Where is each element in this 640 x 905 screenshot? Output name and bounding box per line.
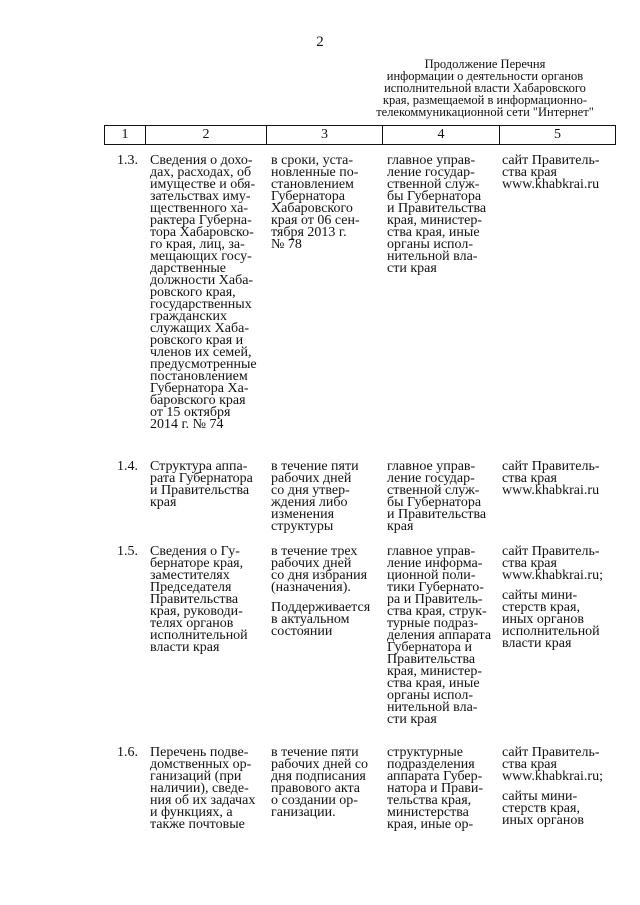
cell-line: ственной служ-: [387, 483, 480, 498]
cell-line: Губернатора: [271, 189, 346, 204]
cell-line: края, руководи-: [150, 604, 243, 619]
placement-cell: [502, 546, 603, 650]
row-number: 1.6.: [117, 745, 138, 760]
cell-line: сайты мини-: [502, 588, 578, 603]
cell-line: бы Губернатора: [387, 189, 482, 204]
cell-line: края: [387, 519, 414, 534]
cell-line: Губернатора и: [387, 640, 473, 655]
cell-line: исполнительной: [502, 624, 600, 639]
cell-line: заместителях: [150, 568, 230, 583]
cell-line: ства края: [502, 556, 557, 571]
cell-line: предусмотренные: [150, 357, 257, 372]
row-number: 1.3.: [117, 153, 138, 168]
cell-line: дня подписания: [271, 769, 366, 784]
continuation-line: телекоммуникационной сети "Интернет": [376, 105, 594, 119]
cell-line: в течение трех: [271, 544, 358, 559]
cell-line: в актуальном: [271, 612, 350, 627]
cell-line: дарственные: [150, 261, 227, 276]
cell-line: также почтовые: [150, 817, 245, 832]
cell-line: гражданских: [150, 309, 227, 324]
cell-line: сайт Правитель-: [502, 745, 600, 760]
cell-line: ление информа-: [387, 556, 483, 571]
responsible-cell: [387, 747, 483, 831]
cell-line: www.khabkrai.ru: [502, 177, 600, 192]
cell-line: органы испол-: [387, 688, 474, 703]
page-number: 2: [316, 34, 324, 50]
cell-line: Правительства: [387, 652, 476, 667]
deadline-cell: [271, 546, 370, 638]
cell-line: в течение пяти: [271, 745, 359, 760]
cell-line: правового акта: [271, 781, 360, 796]
cell-line: рабочих дней со: [271, 757, 369, 772]
cell-line: тики Губернато-: [387, 580, 484, 595]
information-type-cell: [150, 461, 253, 509]
continuation-line: исполнительной власти Хабаровского: [384, 81, 586, 95]
cell-line: главное управ-: [387, 459, 476, 474]
cell-line: и функциях, а: [150, 805, 233, 820]
continuation-line: края, размещаемой в информационно-: [382, 93, 588, 107]
cell-line: наличии), сведе-: [150, 781, 249, 796]
cell-line: рабочих дней: [271, 556, 352, 571]
cell-line: членов их семей,: [150, 345, 252, 360]
cell-line: края, иные ор-: [387, 817, 474, 832]
cell-line: края: [150, 495, 177, 510]
cell-line: власти края: [502, 636, 572, 651]
cell-line: сайт Правитель-: [502, 544, 600, 559]
cell-line: сайт Правитель-: [502, 459, 600, 474]
cell-line: о создании ор-: [271, 793, 358, 808]
cell-line: бернаторе края,: [150, 556, 244, 571]
column-number-header: [104, 125, 616, 145]
cell-line: министерства: [387, 805, 469, 820]
cell-line: щественного ха-: [150, 201, 248, 216]
cell-line: в течение пяти: [271, 459, 359, 474]
cell-line: ление государ-: [387, 165, 475, 180]
cell-line: ровского края и: [150, 333, 244, 348]
continuation-heading: [360, 58, 610, 118]
cell-line: ционной поли-: [387, 568, 476, 583]
cell-line: тября 2013 г.: [271, 225, 347, 240]
cell-line: от 15 октября: [150, 405, 231, 420]
responsible-cell: [387, 461, 486, 533]
cell-line: ства края: [502, 757, 557, 772]
cell-line: рабочих дней: [271, 471, 352, 486]
cell-line: ра и Правитель-: [387, 592, 483, 607]
cell-line: ственной служ-: [387, 177, 480, 192]
cell-line: рактера Губерна-: [150, 213, 252, 228]
cell-line: со дня утвер-: [271, 483, 350, 498]
cell-line: ства края, струк-: [387, 604, 487, 619]
placement-cell: [502, 461, 600, 497]
cell-line: структуры: [271, 519, 334, 534]
cell-line: тора Хабаровско-: [150, 225, 254, 240]
cell-line: баровского края: [150, 393, 246, 408]
cell-line: постановлением: [150, 369, 248, 384]
deadline-cell: [271, 461, 359, 533]
cell-line: мещающих госу-: [150, 249, 252, 264]
cell-line: Сведения о дохо-: [150, 153, 253, 168]
cell-line: новленные по-: [271, 165, 359, 180]
cell-line: www.khabkrai.ru;: [502, 769, 603, 784]
cell-line: ства края: [502, 471, 557, 486]
cell-line: сти края: [387, 261, 437, 276]
cell-line: ровского края,: [150, 285, 236, 300]
cell-line: становлением: [271, 177, 354, 192]
cell-line: натора и Прави-: [387, 781, 484, 796]
cell-line: сайт Правитель-: [502, 153, 600, 168]
cell-line: государственных: [150, 297, 252, 312]
continuation-line: Продолжение Перечня: [424, 57, 546, 71]
cell-line: ства края: [502, 165, 557, 180]
cell-line: деления аппарата: [387, 628, 492, 643]
cell-line: стерств края,: [502, 801, 580, 816]
column-number: 2: [146, 126, 267, 145]
cell-line: ства края, иные: [387, 225, 480, 240]
cell-line: го края, лиц, за-: [150, 237, 245, 252]
cell-line: рата Губернатора: [150, 471, 253, 486]
cell-line: домственных ор-: [150, 757, 252, 772]
cell-line: со дня избрания: [271, 568, 368, 583]
placement-cell: [502, 155, 600, 191]
cell-line: телях органов: [150, 616, 234, 631]
cell-line: Председателя: [150, 580, 232, 595]
cell-line: аппарата Губер-: [387, 769, 483, 784]
cell-line: изменения: [271, 507, 335, 522]
cell-line: стерств края,: [502, 600, 580, 615]
column-number: 1: [105, 126, 146, 145]
cell-line: турные подраз-: [387, 616, 479, 631]
cell-line: сти края: [387, 712, 437, 727]
cell-line: дах, расходах, об: [150, 165, 252, 180]
deadline-cell: [271, 747, 368, 819]
cell-line: ства края, иные: [387, 676, 480, 691]
cell-line: www.khabkrai.ru;: [502, 568, 603, 583]
cell-line: ганизации.: [271, 805, 336, 820]
cell-line: бы Губернатора: [387, 495, 482, 510]
cell-line: ганизаций (при: [150, 769, 242, 784]
cell-line: иных органов: [502, 813, 584, 828]
cell-line: (назначения).: [271, 580, 351, 595]
cell-line: иных органов: [502, 612, 584, 627]
cell-line: Поддерживается: [271, 600, 371, 615]
information-type-cell: [150, 546, 248, 654]
cell-line: должности Хаба-: [150, 273, 254, 288]
cell-line: и Правительства: [150, 483, 250, 498]
row-number: 1.5.: [117, 544, 138, 559]
cell-line: Губернатора Ха-: [150, 381, 249, 396]
cell-line: Правительства: [150, 592, 239, 607]
cell-line: Сведения о Гу-: [150, 544, 240, 559]
continuation-line: информации о деятельности органов: [386, 69, 584, 83]
cell-line: Перечень подве-: [150, 745, 249, 760]
cell-line: 2014 г. № 74: [150, 417, 224, 432]
cell-line: органы испол-: [387, 237, 474, 252]
cell-line: ление государ-: [387, 471, 475, 486]
placement-cell: [502, 747, 603, 827]
cell-line: Структура аппа-: [150, 459, 248, 474]
cell-line: Хабаровского: [271, 201, 353, 216]
cell-line: структурные: [387, 745, 463, 760]
row-number: 1.4.: [117, 459, 138, 474]
cell-line: № 78: [271, 237, 302, 252]
cell-line: и Правительства: [387, 507, 487, 522]
information-type-cell: [150, 747, 255, 831]
cell-line: исполнительной: [150, 628, 248, 643]
cell-line: нительной вла-: [387, 249, 478, 264]
cell-line: в сроки, уста-: [271, 153, 353, 168]
information-type-cell: [150, 155, 257, 431]
cell-line: нительной вла-: [387, 700, 478, 715]
column-number: 3: [267, 126, 383, 145]
responsible-cell: [387, 546, 491, 726]
cell-line: зательствах иму-: [150, 189, 251, 204]
cell-line: имуществе и обя-: [150, 177, 256, 192]
cell-line: служащих Хаба-: [150, 321, 249, 336]
cell-line: главное управ-: [387, 544, 476, 559]
cell-line: края, министер-: [387, 213, 482, 228]
cell-line: подразделения: [387, 757, 475, 772]
cell-line: главное управ-: [387, 153, 476, 168]
cell-line: www.khabkrai.ru: [502, 483, 600, 498]
cell-line: ния об их задачах: [150, 793, 256, 808]
cell-line: состоянии: [271, 624, 333, 639]
deadline-cell: [271, 155, 360, 251]
cell-line: края, министер-: [387, 664, 482, 679]
column-number: 5: [500, 126, 616, 145]
cell-line: и Правительства: [387, 201, 487, 216]
column-number: 4: [383, 126, 500, 145]
cell-line: ждения либо: [271, 495, 348, 510]
cell-line: власти края: [150, 640, 220, 655]
cell-line: сайты мини-: [502, 789, 578, 804]
cell-line: края от 06 сен-: [271, 213, 360, 228]
cell-line: тельства края,: [387, 793, 472, 808]
responsible-cell: [387, 155, 486, 275]
